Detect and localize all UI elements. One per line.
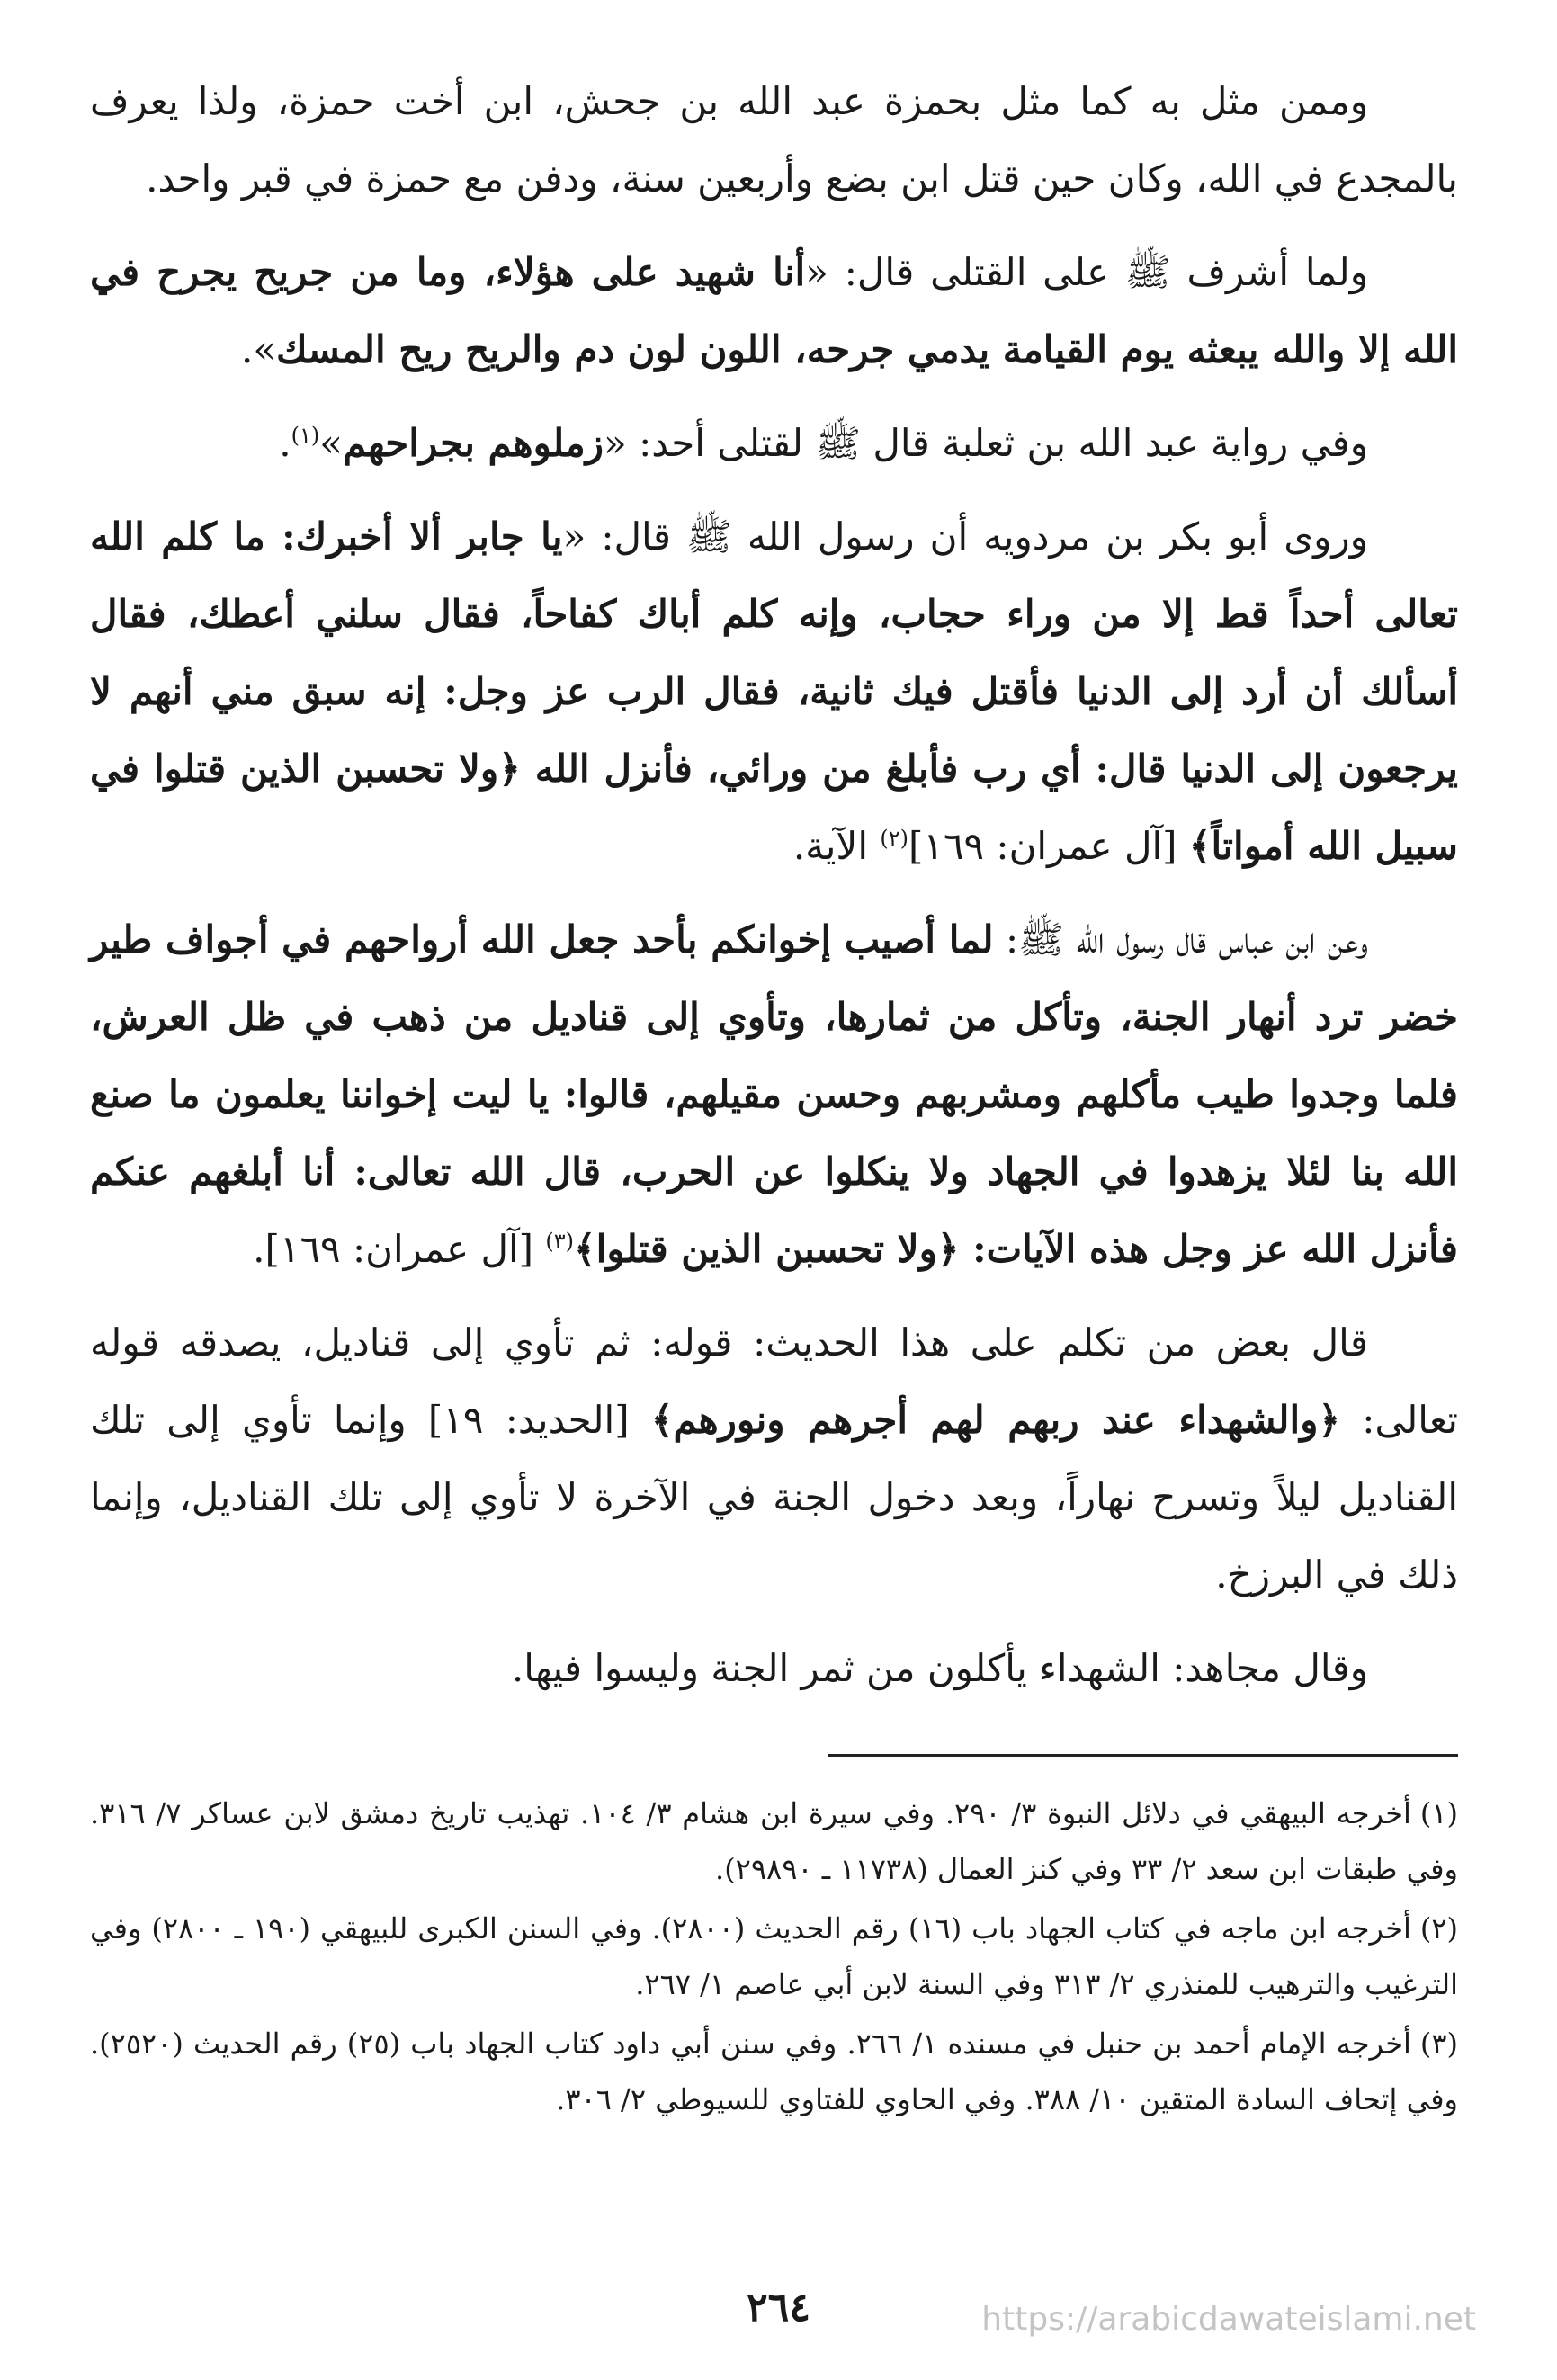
paragraph (90, 498, 1458, 885)
main-text (90, 63, 1458, 1723)
paragraph (90, 63, 1458, 218)
footnote-text: أخرجه البيهقي في دلائل النبوة ٣/ ٢٩٠. وفي سيرة ابن هشام ٣/ ١٠٤. تهذيب تاريخ دمشق لابن عساكر ٧/ ٣١٦. وفي طبقات ابن سعد ٢/ ٣٣ وفي كنز العمال (١١٧٣٨ ـ ٢٩٨٩٠). (90, 1796, 1458, 1886)
footnote (90, 1785, 1458, 1897)
footnote-number: (٢) (1419, 1911, 1459, 1946)
hadith-text: أنا شهيد على هؤلاء، وما من جريح يجرح في الله إلا والله يبعثه يوم القيامة يدمي جرحه، اللون لون دم والريح ريح المسك (90, 250, 1458, 371)
verse-citation: [آل عمران: ١٦٩] (908, 824, 1189, 868)
quran-verse: ﴿والشهداء عند ربهم لهم أجرهم ونورهم﴾ (650, 1398, 1341, 1442)
text-segment: وفي رواية عبد الله بن ثعلبة قال ﷺ لقتلى أحد: « (604, 421, 1368, 465)
paragraph (90, 1630, 1458, 1707)
verse-citation: [آل عمران: ١٦٩]. (253, 1227, 546, 1271)
text-segment: » (319, 421, 343, 465)
page-number: ٢٦٤ (747, 2285, 810, 2331)
hadith-text: زملوهم بجراحهم (343, 421, 604, 465)
paragraph (90, 234, 1458, 389)
text-segment: وقال مجاهد: الشهداء يأكلون من ثمر الجنة وليسوا فيها. (511, 1646, 1368, 1690)
watermark-url: https://arabicdawateislami.net (981, 2301, 1476, 2338)
footnote-reference[interactable]: (١) (291, 423, 320, 448)
text-segment: ». (240, 327, 277, 371)
hadith-text: يا جابر ألا أخبرك: ما كلم الله تعالى أحداً قط إلا من وراء حجاب، وإنه كلم أباك كفاحاً، فقال سلني أعطك، فقال أسألك أن أرد إلى الدنيا فأقتل فيك ثانية، فقال الرب عز وجل: إنه سبق مني أنهم لا يرجعون إلى الدنيا قال: أي رب فأبلغ من ورائي، فأنزل الله ﴿ولا تحسبن الذين قتلوا في سبيل الله أمواتاً﴾ (90, 514, 1458, 868)
text-segment: . (279, 421, 291, 465)
text-segment: ولما أشرف ﷺ على القتلى قال: « (805, 250, 1369, 294)
footnote (90, 2016, 1458, 2127)
footnote-text: أخرجه ابن ماجه في كتاب الجهاد باب (١٦) رقم الحديث (٢٨٠٠). وفي السنن الكبرى للبيهقي (١٩٠ ـ ٢٨٠٠) وفي الترغيب والترهيب للمنذري ٢/ ٣١٣ وفي السنة لابن أبي عاصم ١/ ٢٦٧. (90, 1911, 1458, 2001)
paragraph (90, 405, 1458, 482)
paragraph (90, 1304, 1458, 1614)
paragraph (90, 901, 1458, 1288)
footnote-number: (٣) (1419, 2027, 1459, 2061)
footnote-number: (١) (1419, 1796, 1459, 1830)
footnote-text: أخرجه الإمام أحمد بن حنبل في مسنده ١/ ٢٦٦. وفي سنن أبي داود كتاب الجهاد باب (٢٥) رقم الحديث (٢٥٢٠). وفي إتحاف السادة المتقين ١٠/ ٣٨٨. وفي الحاوي للفتاوي للسيوطي ٢/ ٣٠٦. (90, 2027, 1458, 2116)
hadith-text: لما أصيب إخوانكم بأحد جعل الله أرواحهم في أجواف طير خضر ترد أنهار الجنة، وتأكل من ثمارها، وتأوي إلى قناديل من ذهب في ظل العرش، فلما وجدوا طيب مأكلهم ومشربهم وحسن مقيلهم، قالوا: يا ليت إخواننا يعلمون ما صنع الله بنا لئلا يزهدوا في الجهاد ولا ينكلوا عن الحرب، قال الله تعالى: أنا أبلغهم عنكم فأنزل الله عز وجل هذه الآيات: ﴿ولا تحسبن الذين قتلوا﴾ (90, 917, 1458, 1271)
text-segment: وروى أبو بكر بن مردويه أن رسول الله ﷺ قال: « (562, 514, 1368, 559)
text-segment: وعن ابن عباس قال رسول الله ﷺ: (993, 917, 1368, 962)
footnote-reference[interactable]: (٣) (545, 1229, 575, 1254)
footnote-reference[interactable]: (٢) (880, 826, 908, 851)
footnote-divider (828, 1754, 1458, 1757)
text-segment: قال بعض من تكلم على هذا الحديث: قوله: ثم تأوي إلى قناديل، يصدقه قوله تعالى: (90, 1320, 1458, 1442)
text-segment: الآية. (792, 824, 881, 868)
footnotes (90, 1785, 1458, 2131)
text-segment: [الحديد: ١٩] وإنما تأوي إلى تلك القناديل ليلاً وتسرح نهاراً، وبعد دخول الجنة في الآخرة لا تأوي إلى تلك القناديل، وإنما ذلك في البرزخ. (90, 1398, 1458, 1597)
footnote (90, 1901, 1458, 2012)
text-segment: وممن مثل به كما مثل بحمزة عبد الله بن جحش، ابن أخت حمزة، ولذا يعرف بالمجدع في الله، وكان حين قتل ابن بضع وأربعين سنة، ودفن مع حمزة في قبر واحد. (90, 79, 1458, 201)
